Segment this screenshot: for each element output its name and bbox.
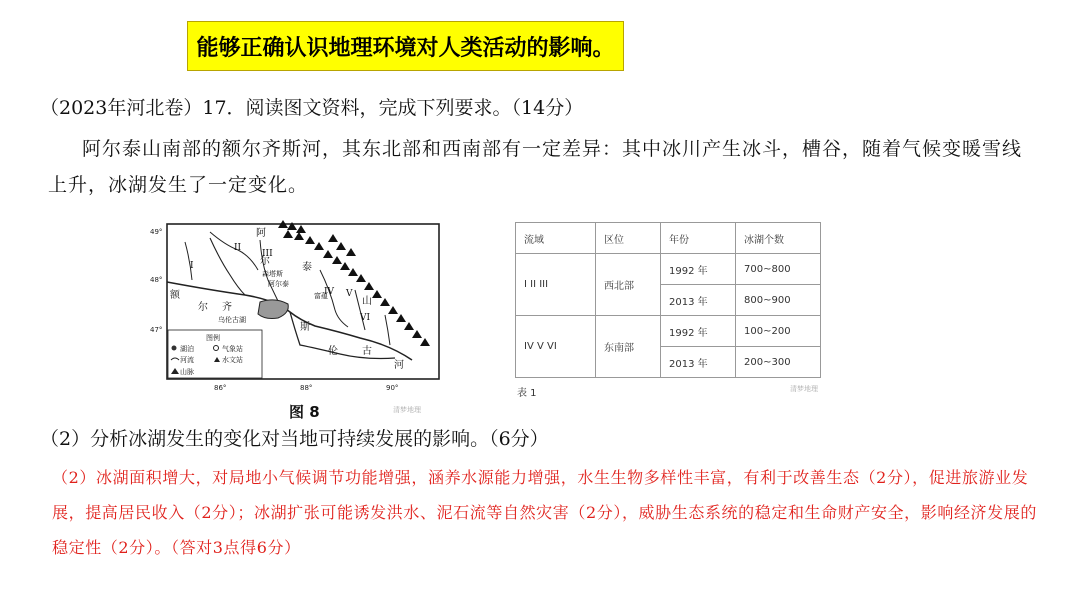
table-cell: I II III <box>516 254 596 316</box>
sub-question: （2）分析冰湖发生的变化对当地可持续发展的影响。（6分） <box>40 428 549 450</box>
table-cell: 800~900 <box>736 285 821 316</box>
place-char: 齐 <box>222 302 232 313</box>
table-header: 区位 <box>596 223 661 254</box>
roman-label: I <box>190 261 194 271</box>
glacier-lake-table <box>515 222 821 378</box>
table-row <box>516 254 821 285</box>
table-cell: 2013 年 <box>661 285 736 316</box>
objective-banner <box>187 21 624 71</box>
table-cell: 东南部 <box>596 316 661 378</box>
legend-item-hydro-station: 水文站 <box>222 356 243 364</box>
table-cell: IV V VI <box>516 316 596 378</box>
table-cell: 100~200 <box>736 316 821 347</box>
place-char: 尔 <box>198 302 208 313</box>
objective-text: 能够正确认识地理环境对人类活动的影响。 <box>196 35 615 61</box>
roman-label: VI <box>360 313 371 323</box>
question-header: （2023年河北卷）17．阅读图文资料，完成下列要求。（14分） <box>40 97 584 119</box>
table-row <box>516 316 821 347</box>
place-char: 斯 <box>300 322 310 333</box>
lon-label-88: 88° <box>300 384 313 392</box>
place-char: 伦 <box>328 346 338 357</box>
answer-text: （2）冰湖面积增大，对局地小气候调节功能增强，涵养水源能力增强，水生生物多样性丰富，有利于改善生态（2分），促进旅游业发展，提高居民收入（2分）；冰湖扩张可能诱发洪水、泥石流等自然灾害（2分），威胁生态系统的稳定和生命财产安全，影响经济发展的稳定性（2分）。（答对3点得6分） <box>52 468 1037 557</box>
question-intro: 阿尔泰山南部的额尔齐斯河，其东北部和西南部有一定差异：其中冰川产生冰斗，槽谷，随着气候变暖雪线上升，冰湖发生了一定变化。 <box>48 138 1023 196</box>
place-char: 额 <box>170 290 180 301</box>
map-watermark: 清梦地理 <box>393 406 421 414</box>
map-figure <box>150 220 442 420</box>
table-cell: 1992 年 <box>661 254 736 285</box>
roman-label: III <box>262 249 273 259</box>
table-header: 流域 <box>516 223 596 254</box>
lon-label-90: 90° <box>386 384 399 392</box>
lat-label-48: 48° <box>150 276 163 284</box>
table-cell: 1992 年 <box>661 316 736 347</box>
table-header-row <box>516 223 821 254</box>
table-header: 冰湖个数 <box>736 223 821 254</box>
table-cell: 西北部 <box>596 254 661 316</box>
lat-label-47: 47° <box>150 326 163 334</box>
small-place-label: 阿尔泰 <box>268 280 289 288</box>
table-cell: 2013 年 <box>661 347 736 378</box>
roman-label: IV <box>324 287 335 297</box>
map-legend <box>168 330 262 378</box>
roman-label: V <box>346 289 353 299</box>
legend-item-lake: 湖泊 <box>180 345 194 353</box>
place-char: 山 <box>362 296 372 307</box>
place-char: 阿 <box>256 228 266 239</box>
table-header: 年份 <box>661 223 736 254</box>
table-cell: 700~800 <box>736 254 821 285</box>
place-char: 河 <box>394 360 404 371</box>
table-caption: 表 1 <box>517 388 537 399</box>
place-char: 古 <box>362 346 372 357</box>
legend-item-weather-station: 气象站 <box>222 345 243 353</box>
map-caption: 图 8 <box>289 403 320 421</box>
place-char: 尔 <box>260 256 270 267</box>
legend-title: 图例 <box>206 334 220 342</box>
lon-label-86: 86° <box>214 384 227 392</box>
lake-label: 乌伦古湖 <box>218 316 246 324</box>
legend-item-river: 河流 <box>180 356 194 364</box>
small-place-label: 森塔斯 <box>262 270 283 278</box>
place-char: 泰 <box>302 262 312 273</box>
lat-label-49: 49° <box>150 228 163 236</box>
table-watermark: 清梦地理 <box>790 385 818 393</box>
roman-label: II <box>234 243 242 253</box>
legend-item-mountain: 山脉 <box>180 368 194 376</box>
table-cell: 200~300 <box>736 347 821 378</box>
small-place-label: 富蕴 <box>314 292 328 300</box>
